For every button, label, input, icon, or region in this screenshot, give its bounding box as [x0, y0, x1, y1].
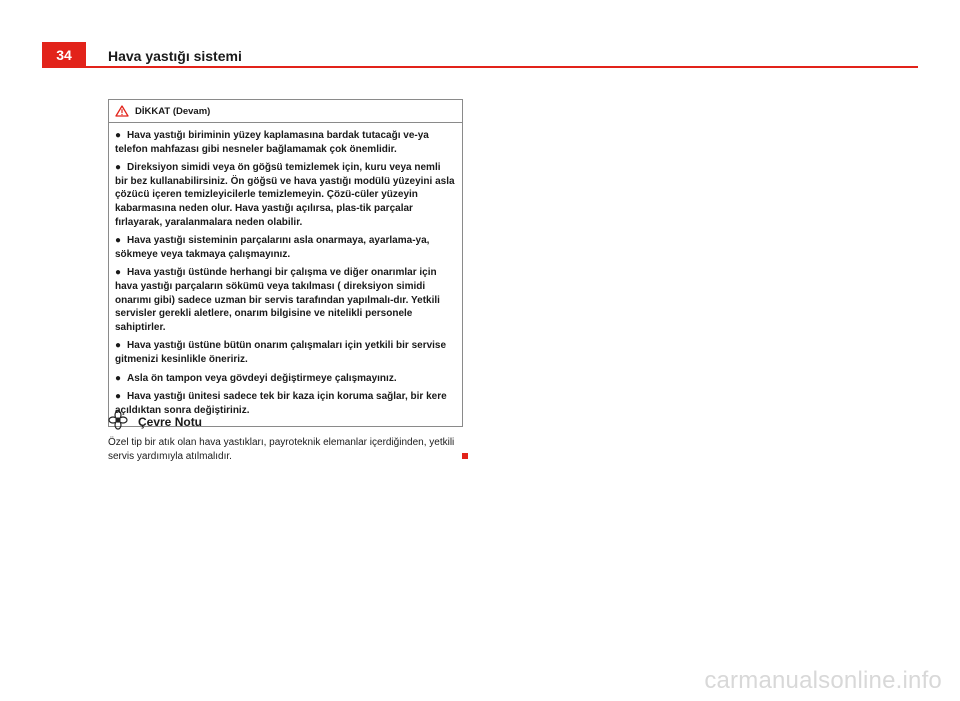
- bullet-marker: ●: [115, 372, 122, 384]
- bullet-marker: ●: [115, 391, 122, 403]
- warning-item-text: Hava yastığı üstünde herhangi bir çalışma ve diğer onarımlar için hava yastığı parçaların sökümü veya takılması ( direksiyon simidi onarımı gibi) sadece uzman bir servis tarafından yapılmalı-dır. Yetkili servisler gerekli aletlere, onarım bilgisine ve nitelikli personele sahiptirler.: [115, 267, 440, 333]
- warning-item: [115, 129, 456, 156]
- warning-item: [115, 339, 456, 366]
- watermark: carmanualsonline.info: [704, 667, 942, 694]
- warning-item: [115, 372, 456, 386]
- warning-item: [115, 266, 456, 334]
- bullet-marker: ●: [115, 340, 122, 352]
- flower-icon: [108, 410, 128, 430]
- warning-item-text: Hava yastığı üstüne bütün onarım çalışmaları için yetkili bir servise gitmenizi kesinlikle öneririz.: [115, 340, 447, 365]
- bullet-marker: ●: [115, 267, 122, 279]
- environment-text: Özel tip bir atık olan hava yastıkları, payroteknik elemanlar içerdiğinden, yetkili servis yardımıyla atılmalıdır.: [108, 437, 455, 462]
- environment-title: Çevre Notu: [138, 415, 203, 429]
- warning-item-text: Hava yastığı sisteminin parçalarını asla onarmaya, ayarlama-ya, sökmeye veya takmaya çalışmayınız.: [115, 235, 430, 260]
- warning-title: DİKKAT (Devam): [135, 105, 211, 117]
- warning-item-text: Asla ön tampon veya gövdeyi değiştirmeye çalışmayınız.: [127, 372, 397, 384]
- page-title: Hava yastığı sistemi: [108, 48, 242, 64]
- page-number: 34: [42, 42, 86, 68]
- bullet-marker: ●: [115, 235, 122, 247]
- bullet-marker: ●: [115, 162, 122, 174]
- warning-item-text: Hava yastığı ünitesi sadece tek bir kaza için koruma sağlar, bir kere açıldıktan sonra değiştiriniz.: [115, 391, 447, 416]
- environment-header: [108, 410, 202, 430]
- warning-item-text: Direksiyon simidi veya ön göğsü temizlemek için, kuru veya nemli bir bez kullanabilirsiniz. Ön göğsü ve hava yastığı modülü yüzeyini asla çözücü içeren temizleyicilerle temizlemeyin. Çözü-cüler yüzeyin kabarmasına neden olur. Hava yastığı açılırsa, plas-tik parçalar fırlayarak, yaralanmalara neden olabilir.: [115, 162, 455, 228]
- warning-header: [109, 100, 462, 123]
- warning-item: [115, 234, 456, 261]
- warning-triangle-icon: [115, 105, 129, 117]
- warning-item-text: Hava yastığı biriminin yüzey kaplamasına bardak tutacağı ve-ya telefon mahfazası gibi nesneler bağlamamak çok önemlidir.: [115, 130, 429, 155]
- warning-list: [109, 123, 462, 426]
- header-rule: [86, 66, 918, 68]
- section-end-marker: [462, 453, 468, 459]
- bullet-marker: ●: [115, 130, 122, 141]
- warning-item: [115, 161, 456, 229]
- warning-box: [108, 99, 463, 427]
